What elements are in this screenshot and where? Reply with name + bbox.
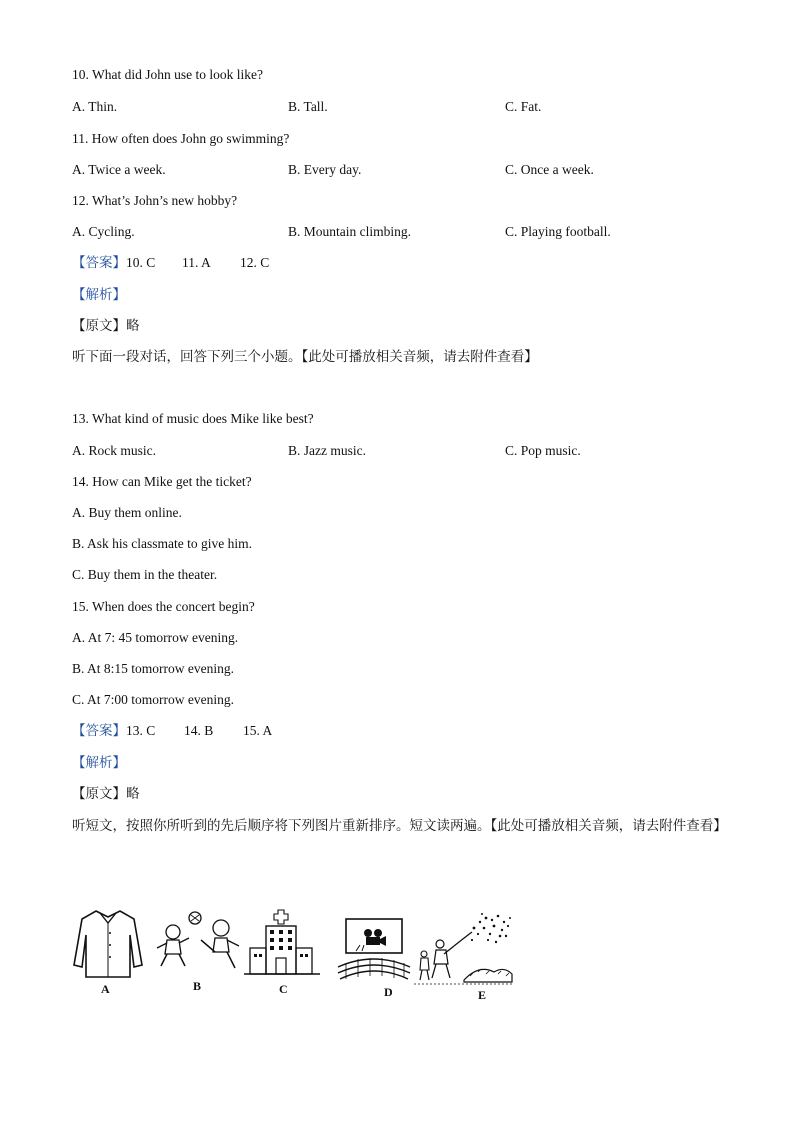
cinema-icon xyxy=(336,915,412,985)
picture-hospital xyxy=(244,908,320,983)
picture-label-d: D xyxy=(384,985,393,999)
answer-tag: 【答案】 xyxy=(72,723,126,739)
answer-block-1 xyxy=(72,254,269,272)
q13-option-b: B. Jazz music. xyxy=(288,443,366,458)
q14-option-b: B. Ask his classmate to give him. xyxy=(72,536,252,551)
picture-label-e: E xyxy=(478,988,487,1002)
shirt-icon xyxy=(70,905,146,981)
q10-option-b: B. Tall. xyxy=(288,99,328,114)
hospital-icon xyxy=(244,908,320,978)
q12-option-a: A. Cycling. xyxy=(72,224,135,239)
question-11: 11. How often does John go swimming? xyxy=(72,131,290,146)
question-10: 10. What did John use to look like? xyxy=(72,67,263,82)
answer-14: 14. B xyxy=(184,723,214,738)
original-text-2: 【原文】略 xyxy=(72,786,140,802)
picture-cinema xyxy=(336,915,412,990)
q15-option-c: C. At 7:00 tomorrow evening. xyxy=(72,692,234,707)
picture-football xyxy=(155,910,241,979)
q14-option-c: C. Buy them in the theater. xyxy=(72,567,218,582)
watering-plants-icon xyxy=(414,910,514,990)
picture-label-c: C xyxy=(279,982,288,996)
q12-option-c: C. Playing football. xyxy=(505,224,611,239)
q15-option-a: A. At 7: 45 tomorrow evening. xyxy=(72,630,239,645)
answer-10: 10. C xyxy=(126,255,156,270)
answer-15: 15. A xyxy=(243,723,273,738)
analysis-tag-1: 【解析】 xyxy=(72,287,126,303)
q11-option-a: A. Twice a week. xyxy=(72,162,166,177)
question-15: 15. When does the concert begin? xyxy=(72,599,255,614)
picture-label-b: B xyxy=(193,979,202,993)
football-players-icon xyxy=(155,910,241,974)
picture-shirt xyxy=(70,905,146,986)
q10-option-c: C. Fat. xyxy=(505,99,542,114)
q15-option-b: B. At 8:15 tomorrow evening. xyxy=(72,661,234,676)
q11-option-b: B. Every day. xyxy=(288,162,362,177)
q13-option-a: A. Rock music. xyxy=(72,443,156,458)
original-text-1: 【原文】略 xyxy=(72,318,140,334)
answer-12: 12. C xyxy=(240,255,270,270)
answer-block-2 xyxy=(72,722,272,740)
picture-label-a: A xyxy=(101,982,110,996)
question-12: 12. What’s John’s new hobby? xyxy=(72,193,238,208)
analysis-tag-2: 【解析】 xyxy=(72,755,126,771)
instruction-2: 听短文，按照你所听到的先后顺序将下列图片重新排序。短文读两遍。【此处可播放相关音频，请去附件查看】 xyxy=(72,818,727,834)
answer-11: 11. A xyxy=(182,255,211,270)
question-14: 14. How can Mike get the ticket? xyxy=(72,474,252,489)
q10-option-a: A. Thin. xyxy=(72,99,118,114)
instruction-1: 听下面一段对话，回答下列三个小题。【此处可播放相关音频，请去附件查看】 xyxy=(72,349,538,365)
question-13: 13. What kind of music does Mike like best? xyxy=(72,411,314,426)
answer-tag: 【答案】 xyxy=(72,255,126,271)
q13-option-c: C. Pop music. xyxy=(505,443,581,458)
q12-option-b: B. Mountain climbing. xyxy=(288,224,411,239)
q14-option-a: A. Buy them online. xyxy=(72,505,182,520)
picture-gardening xyxy=(414,910,514,995)
q11-option-c: C. Once a week. xyxy=(505,162,594,177)
answer-13: 13. C xyxy=(126,723,156,738)
